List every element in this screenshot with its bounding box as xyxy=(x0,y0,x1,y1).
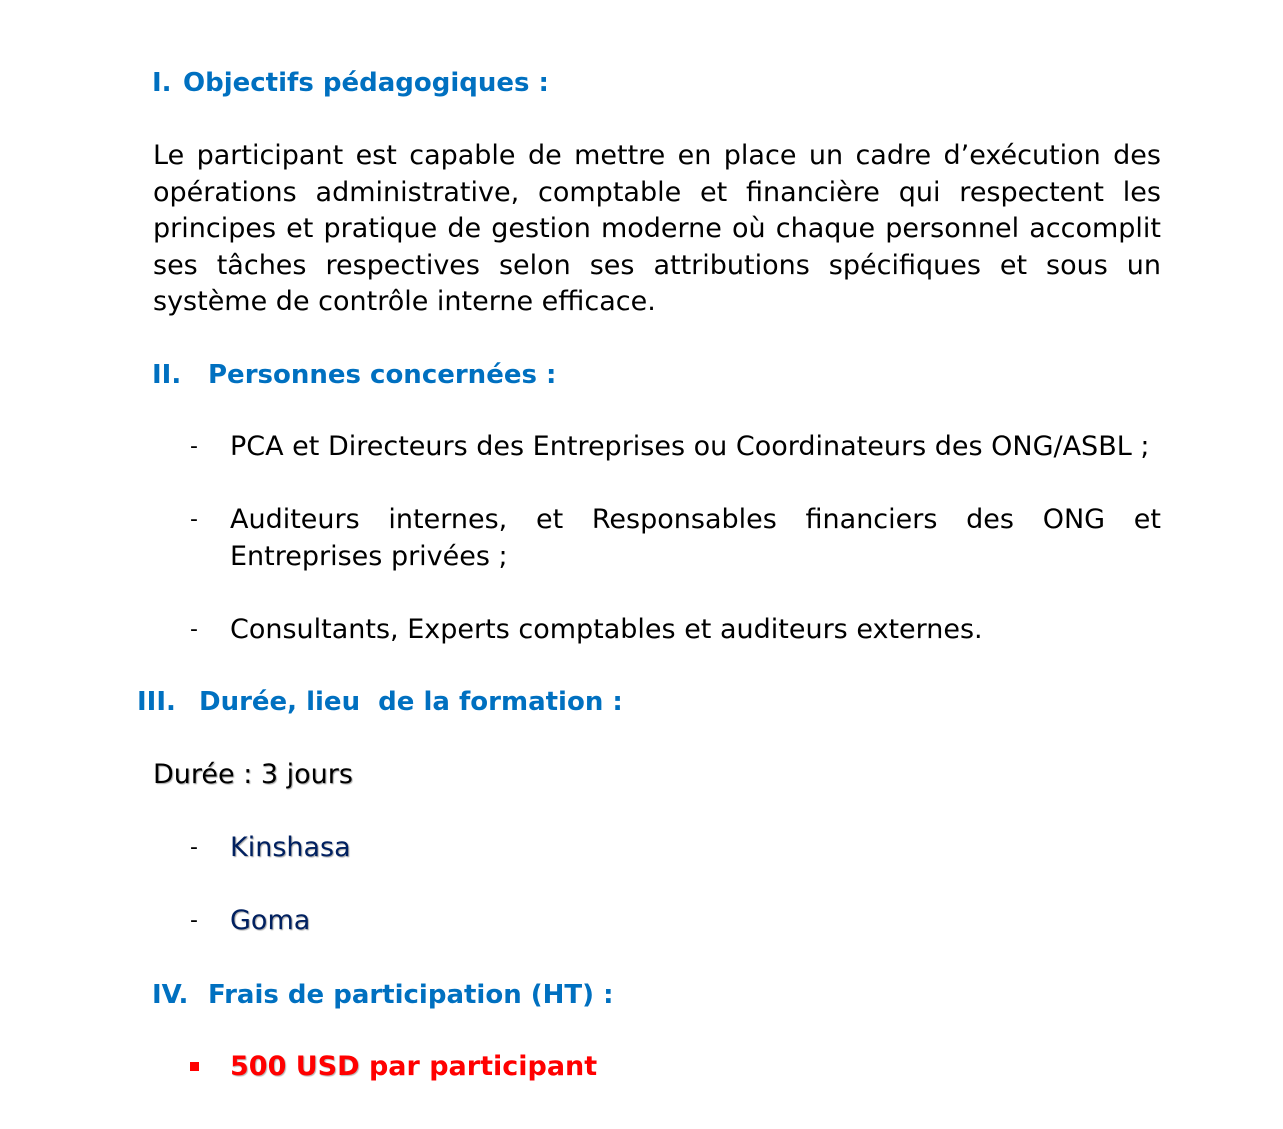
section-heading-duree-lieu xyxy=(137,686,623,718)
dash-bullet-icon: - xyxy=(190,835,198,860)
dash-bullet-icon: - xyxy=(190,507,198,532)
section-number: II. xyxy=(152,360,182,390)
dash-bullet-icon: - xyxy=(190,434,198,459)
square-bullet-icon xyxy=(190,1062,199,1071)
section-heading-personnes xyxy=(152,359,556,391)
section-title: Objectifs pédagogiques : xyxy=(183,68,549,98)
location-text: Goma xyxy=(230,905,311,936)
list-item-text: PCA et Directeurs des Entreprises ou Coordinateurs des ONG/ASBL ; xyxy=(230,431,1150,462)
fee-text xyxy=(230,1049,597,1086)
list-item-text: Consultants, Experts comptables et auditeurs externes. xyxy=(230,614,983,645)
duration-text: Durée : 3 jours xyxy=(153,759,353,790)
section-number: IV. xyxy=(152,980,189,1010)
list-item-text: Auditeurs internes, et Responsables financiers des ONG et Entreprises privées ; xyxy=(230,504,1161,572)
fee-amount: 500 USD xyxy=(230,1051,360,1082)
section-title: Durée, lieu de la formation : xyxy=(199,687,623,717)
location-text: Kinshasa xyxy=(230,832,351,863)
objectifs-paragraph: Le participant est capable de mettre en place un cadre d’exécution des opérations administrative, comptable et financière qui respectent les principes et pratique de gestion moderne où chaque personnel accomplit ses tâches respectives selon ses attributions spécifiques et sous un système de contrôle interne efficace. xyxy=(153,140,1161,317)
dash-bullet-icon: - xyxy=(190,617,198,642)
dash-bullet-icon: - xyxy=(190,908,198,933)
fee-suffix: par participant xyxy=(359,1051,598,1082)
section-heading-objectifs xyxy=(152,67,549,99)
section-title: Personnes concernées : xyxy=(208,360,557,390)
section-number: I. xyxy=(152,68,172,98)
section-heading-frais xyxy=(152,979,613,1011)
section-number: III. xyxy=(137,687,176,717)
section-title: Frais de participation (HT) : xyxy=(208,980,614,1010)
